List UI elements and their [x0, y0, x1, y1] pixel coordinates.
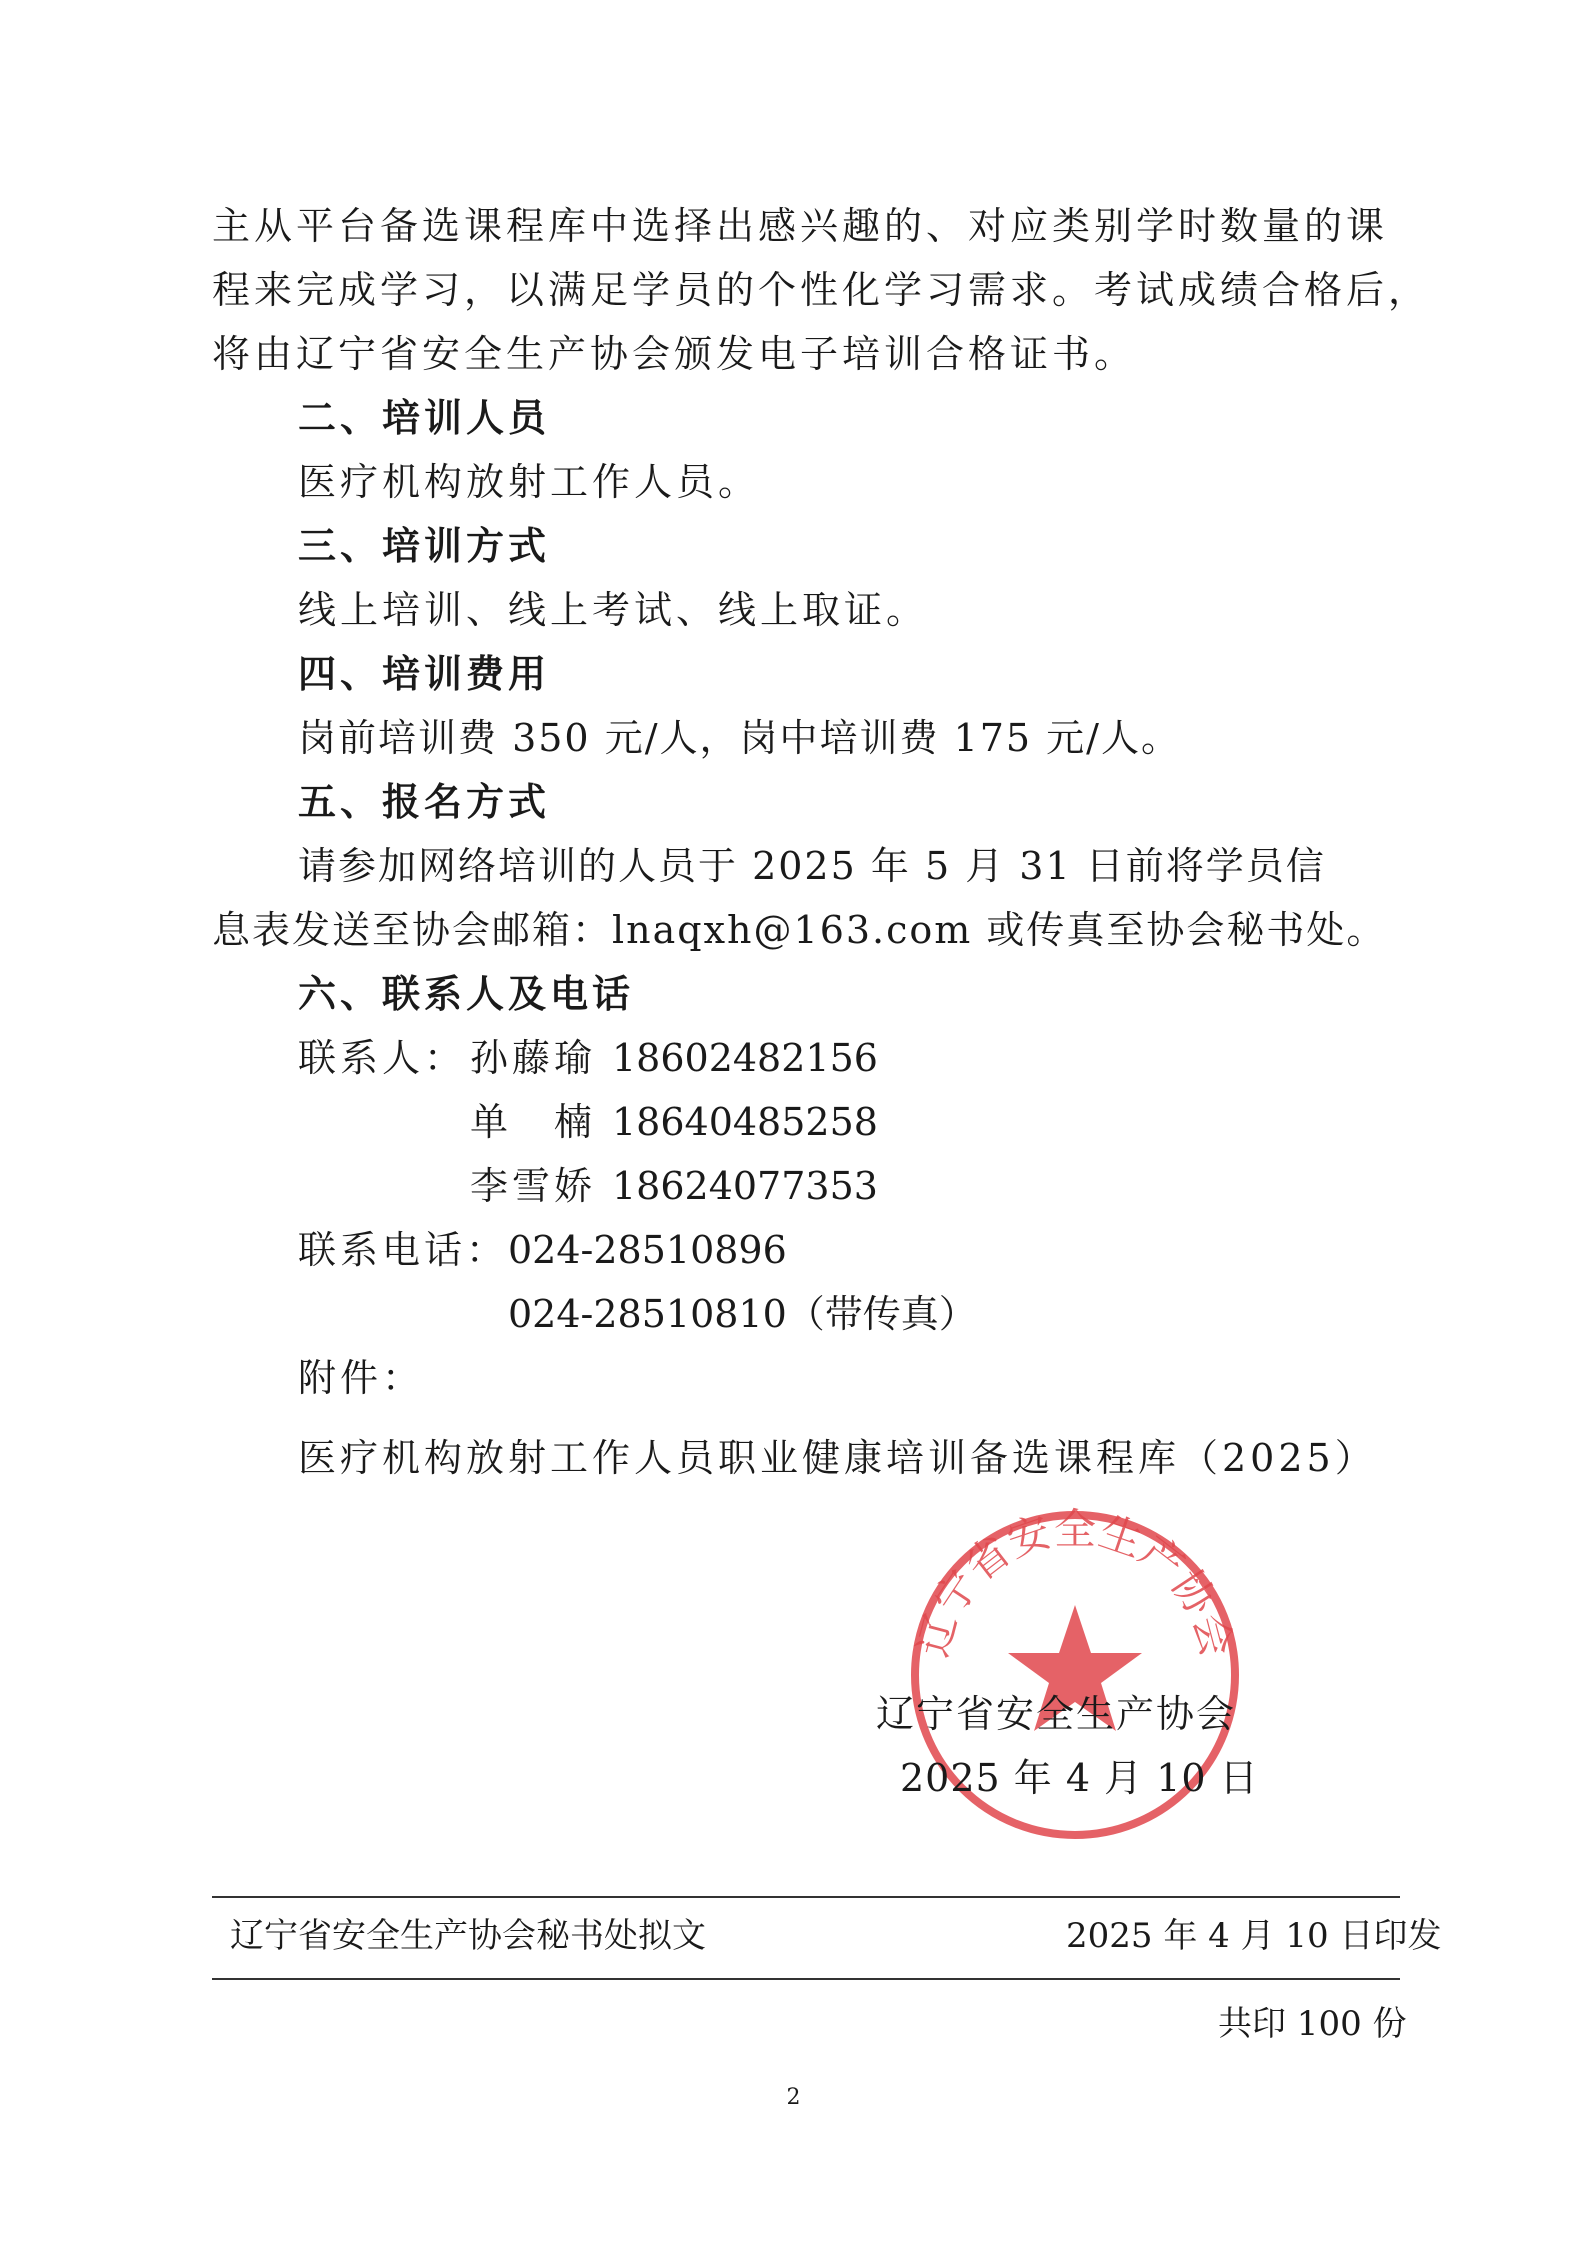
contact-name-3: 李雪娇	[470, 1164, 597, 1208]
section-2-heading: 二、培训人员	[298, 396, 551, 440]
signature-date: 2025 年 4 月 10 日	[900, 1756, 1259, 1800]
footer-bottom-rule	[212, 1978, 1400, 1980]
contact-phone-2: 18640485258	[612, 1100, 878, 1144]
phone-2: 024-28510810（带传真）	[508, 1292, 977, 1336]
contact-name-1: 孙藤瑜	[470, 1036, 597, 1080]
attachment-label: 附件：	[298, 1356, 425, 1400]
phone-label: 联系电话：	[298, 1228, 509, 1272]
footer-top-rule	[212, 1896, 1400, 1898]
section-3-text: 线上培训、线上考试、线上取证。	[298, 588, 929, 632]
footer-drafter: 辽宁省安全生产协会秘书处拟文	[230, 1916, 706, 1956]
contact-label: 联系人：	[298, 1036, 467, 1080]
attachment-title: 医疗机构放射工作人员职业健康培训备选课程库（2025）	[298, 1436, 1377, 1480]
contact-name-2: 单 楠	[470, 1100, 597, 1144]
section-2-text: 医疗机构放射工作人员。	[298, 460, 761, 504]
intro-line-3: 将由辽宁省安全生产协会颁发电子培训合格证书。	[212, 332, 1137, 376]
intro-line-1: 主从平台备选课程库中选择出感兴趣的、对应类别学时数量的课	[212, 204, 1389, 248]
footer-copies: 共印 100 份	[1218, 2004, 1407, 2044]
section-3-heading: 三、培训方式	[298, 524, 551, 568]
section-6-heading: 六、联系人及电话	[298, 972, 635, 1016]
seal-text: 辽宁省安全生产协会	[908, 1505, 1242, 1662]
section-5-line-1: 请参加网络培训的人员于 2025 年 5 月 31 日前将学员信	[298, 844, 1326, 888]
signature-org: 辽宁省安全生产协会	[876, 1692, 1237, 1736]
section-5-heading: 五、报名方式	[298, 780, 551, 824]
phone-1: 024-28510896	[508, 1228, 787, 1272]
section-5-line-2: 息表发送至协会邮箱：lnaqxh@163.com 或传真至协会秘书处。	[212, 908, 1387, 952]
footer-print-date: 2025 年 4 月 10 日印发	[1066, 1916, 1442, 1956]
contact-phone-1: 18602482156	[612, 1036, 878, 1080]
section-4-text: 岗前培训费 350 元/人，岗中培训费 175 元/人。	[298, 716, 1181, 760]
section-4-heading: 四、培训费用	[298, 652, 551, 696]
contact-phone-3: 18624077353	[612, 1164, 878, 1208]
intro-line-2: 程来完成学习，以满足学员的个性化学习需求。考试成绩合格后，	[212, 268, 1431, 312]
page-number: 2	[786, 2085, 801, 2110]
